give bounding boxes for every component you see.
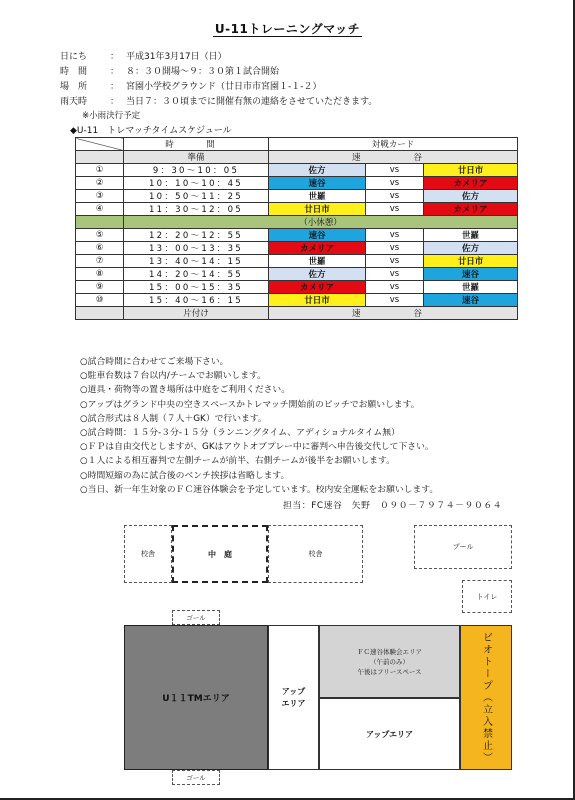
note-item: ○１人による相互審判で左側チームが前半、右側チームが後半をお願いします。 — [80, 456, 395, 467]
school-building-left: 校舎 — [124, 525, 172, 583]
match-time: 15：00～15：35 — [124, 281, 269, 294]
courtyard: 中 庭 — [172, 525, 268, 583]
match-number: ⑦ — [76, 255, 124, 268]
match-time: 13：00～13：35 — [124, 242, 269, 255]
team-cell: 佐方 — [269, 164, 366, 177]
team-cell: 佐方 — [424, 242, 518, 255]
match-number: ⑥ — [76, 242, 124, 255]
note-item: ○試合時間：１５分-３分-１５分（ランニングタイム、アディショナルタイム無） — [80, 428, 400, 439]
warmup-area-left: アップ エリア — [268, 625, 319, 770]
tm-area: U１１TMエリア — [124, 625, 268, 770]
goal-top: ゴール — [172, 610, 220, 625]
team-cell: 廿日市 — [424, 255, 518, 268]
team-cell: 佐方 — [424, 190, 518, 203]
team-cell: カメリア — [269, 242, 366, 255]
team-cell: 速谷 — [424, 294, 518, 307]
match-time: 14：20～14：55 — [124, 268, 269, 281]
header-time: 時 間 — [124, 138, 269, 151]
team-cell: カメリア — [269, 281, 366, 294]
page-title: U-11トレーニングマッチ — [214, 22, 361, 36]
biotope: ビオトープ（立入禁止） — [460, 625, 512, 770]
vs-label: vs — [366, 255, 424, 268]
team-cell: 廿日市 — [424, 164, 518, 177]
vs-label: vs — [366, 281, 424, 294]
team-cell: 世羅 — [424, 229, 518, 242]
match-time: 13：40～14：15 — [124, 255, 269, 268]
match-number: ③ — [76, 190, 124, 203]
vs-label: vs — [366, 177, 424, 190]
match-number: ② — [76, 177, 124, 190]
team-cell: 廿日市 — [269, 203, 366, 216]
match-number: ⑨ — [76, 281, 124, 294]
team-cell: 速谷 — [269, 177, 366, 190]
match-time: 15：40～16：15 — [124, 294, 269, 307]
prep-host: 速 谷 — [269, 151, 518, 164]
match-number: ④ — [76, 203, 124, 216]
note-item: ○道具・荷物等の置き場所は中庭をご利用ください。 — [80, 385, 291, 396]
team-cell: 世羅 — [424, 281, 518, 294]
warmup-area-right: アップエリア — [319, 698, 460, 770]
match-time: 10：50～11：25 — [124, 190, 269, 203]
match-number: ⑩ — [76, 294, 124, 307]
info-time: 時 間 ： ８：３０開場～９：３０第１試合開始 — [60, 67, 280, 77]
goal-bottom: ゴール — [172, 770, 220, 785]
header-card: 対戦カード — [269, 138, 518, 151]
break-label: （小休憩） — [124, 216, 518, 229]
note-item: ○ＦＰは自由交代としますが、GKはアウトオブプレー中に審判へ申告後交代して下さい。 — [80, 442, 434, 453]
info-rain: 雨天時 ： 当日７：３０頃までに開催有無の連絡をさせていただきます。 — [60, 97, 378, 107]
cleanup-label: 片付け — [124, 307, 269, 320]
team-cell: 世羅 — [269, 255, 366, 268]
note-item: ○駐車台数は７台以内/チームでお願いします。 — [80, 371, 266, 382]
note-item: ○試合時間に合わせてご来場下さい。 — [80, 357, 229, 367]
note-item: ○当日、新一年生対象のＦＣ速谷体験会を予定しています。校内安全運転をお願いします。 — [80, 484, 439, 495]
info-date: 日にち ： 平成31年3月17日（日） — [60, 52, 227, 62]
school-building-right: 校舎 — [268, 525, 363, 583]
info-place: 場 所 ： 宮園小学校グラウンド（廿日市市宮園１-１-２） — [60, 82, 322, 92]
toilet: トイレ — [462, 580, 512, 613]
match-time: 11：30～12：05 — [124, 203, 269, 216]
team-cell: 世羅 — [269, 190, 366, 203]
match-time: 12：20～12：55 — [124, 229, 269, 242]
team-cell: カメリア — [424, 177, 518, 190]
note-item: ○時間短縮の為に試合後のベンチ挨拶は省略します。 — [80, 470, 290, 481]
vs-label: vs — [366, 164, 424, 177]
vs-label: vs — [366, 190, 424, 203]
match-time: 10：10～10：45 — [124, 177, 269, 190]
contact-line: 担当：FC速谷 矢野 ０９０－７９７４－９０６４ — [283, 501, 503, 511]
cleanup-host: 速 谷 — [269, 307, 518, 320]
vs-label: vs — [366, 242, 424, 255]
schedule-title: ◆U-11 トレマッチタイムスケジュール — [70, 126, 232, 136]
match-number: ⑧ — [76, 268, 124, 281]
vs-label: vs — [366, 294, 424, 307]
fc-trial-area: ＦＣ速谷体験会エリア （午前のみ） 午後はフリースペース — [319, 625, 460, 698]
team-cell: 佐方 — [269, 268, 366, 281]
team-cell: 速谷 — [269, 229, 366, 242]
team-cell: 速谷 — [424, 268, 518, 281]
match-time: 9：30～10：05 — [124, 164, 269, 177]
note-item: ○試合形式は８人制（７人＋GK）で行います。 — [80, 413, 267, 424]
note-item: ○アップはグランド中央の空きスペースかトレマッチ開始前のピッチでお願いします。 — [80, 399, 420, 410]
match-number: ① — [76, 164, 124, 177]
prep-label: 準備 — [124, 151, 269, 164]
vs-label: vs — [366, 203, 424, 216]
match-number: ⑤ — [76, 229, 124, 242]
pool: プール — [414, 525, 512, 569]
vs-label: vs — [366, 268, 424, 281]
rain-note: ※小雨決行予定 — [82, 111, 141, 121]
team-cell: 廿日市 — [269, 294, 366, 307]
team-cell: カメリア — [424, 203, 518, 216]
vs-label: vs — [366, 229, 424, 242]
